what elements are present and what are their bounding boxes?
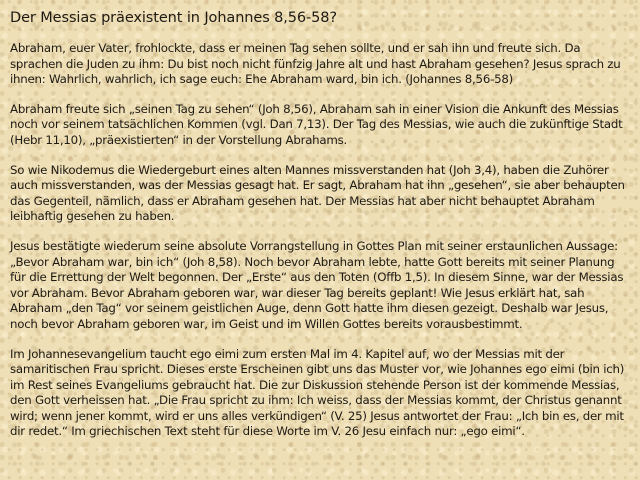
paragraph-ego-eimi: Im Johannesevangelium taucht ego eimi zum ersten Mal im 4. Kapitel auf, wo der Messias mit der samaritischen Frau spricht. Dieses erste Erscheinen gibt uns das Muster vor, wie Johannes ego eimi (bin ich) im Rest seines Evangeliums gebraucht hat. Die zur Diskussion stehende Person ist der kommende Messias, den Gott verheissen hat. „Die Frau spricht zu ihm: Ich weiss, dass der Messias kommt, der Christus genannt wird; wenn jener kommt, wird er uns alles verkündigen“ (V. 25) Jesus antwortet der Frau: „Ich bin es, der mit dir redet.“ Im griechischen Text steht für diese Worte im V. 26 Jesu einfach nur: „ego eimi“. [10, 346, 625, 439]
paragraph-abraham-vision: Abraham freute sich „seinen Tag zu sehen“ (Joh 8,56), Abraham sah in einer Vision die Ankunft des Messias noch vor seinem tatsächlichen Kommen (vgl. Dan 7,13). Der Tag des Messias, wie auch die zukünftige Stadt (Hebr 11,10), „präexistierten“ in der Vorstellung Abrahams. [10, 101, 623, 147]
paragraph-vorrangstellung: Jesus bestätigte wiederum seine absolute Vorrangstellung in Gottes Plan mit seiner erstaunlichen Aussage: „Bevor Abraham war, bin ich“ (Joh 8,58). Noch bevor Abraham lebte, hatte Gott bereits mit seiner Planung für die Errettung der Welt begonnen. Der „Erste“ aus den Toten (Offb 1,5). In diesem Sinne, war der Messias vor Abraham. Bevor Abraham geboren war, war dieser Tag bereits geplant! Wie Jesus erklärt hat, sah Abraham „den Tag“ vor seinem geistlichen Auge, denn Gott hatte ihm diesen gezeigt. Deshalb war Jesus, noch bevor Abraham geboren war, im Geist und im Willen Gottes bereits vorausbestimmt. [10, 238, 624, 331]
paragraph-nikodemus: So wie Nikodemus die Wiedergeburt eines alten Mannes missverstanden hat (Joh 3,4), haben die Zuhörer auch missverstanden, was der Messias gesagt hat. Er sagt, Abraham hat ihn „gesehen“, sie aber behaupten das Gegenteil, nämlich, dass er Abraham gesehen hat. Der Messias hat aber nicht behauptet Abraham leibhaftig gesehen zu haben. [10, 162, 625, 224]
document-title: Der Messias präexistent in Johannes 8,56-58? [10, 10, 338, 26]
paragraph-bible-quote: Abraham, euer Vater, frohlockte, dass er meinen Tag sehen sollte, und er sah ihn und freute sich. Da sprachen die Juden zu ihm: Du bist noch nicht fünfzig Jahre alt und hast Abraham gesehen? Jesus sprach zu ihnen: Wahrlich, wahrlich, ich sage euch: Ehe Abraham ward, bin ich. (Johannes 8,56-58) [10, 41, 621, 87]
